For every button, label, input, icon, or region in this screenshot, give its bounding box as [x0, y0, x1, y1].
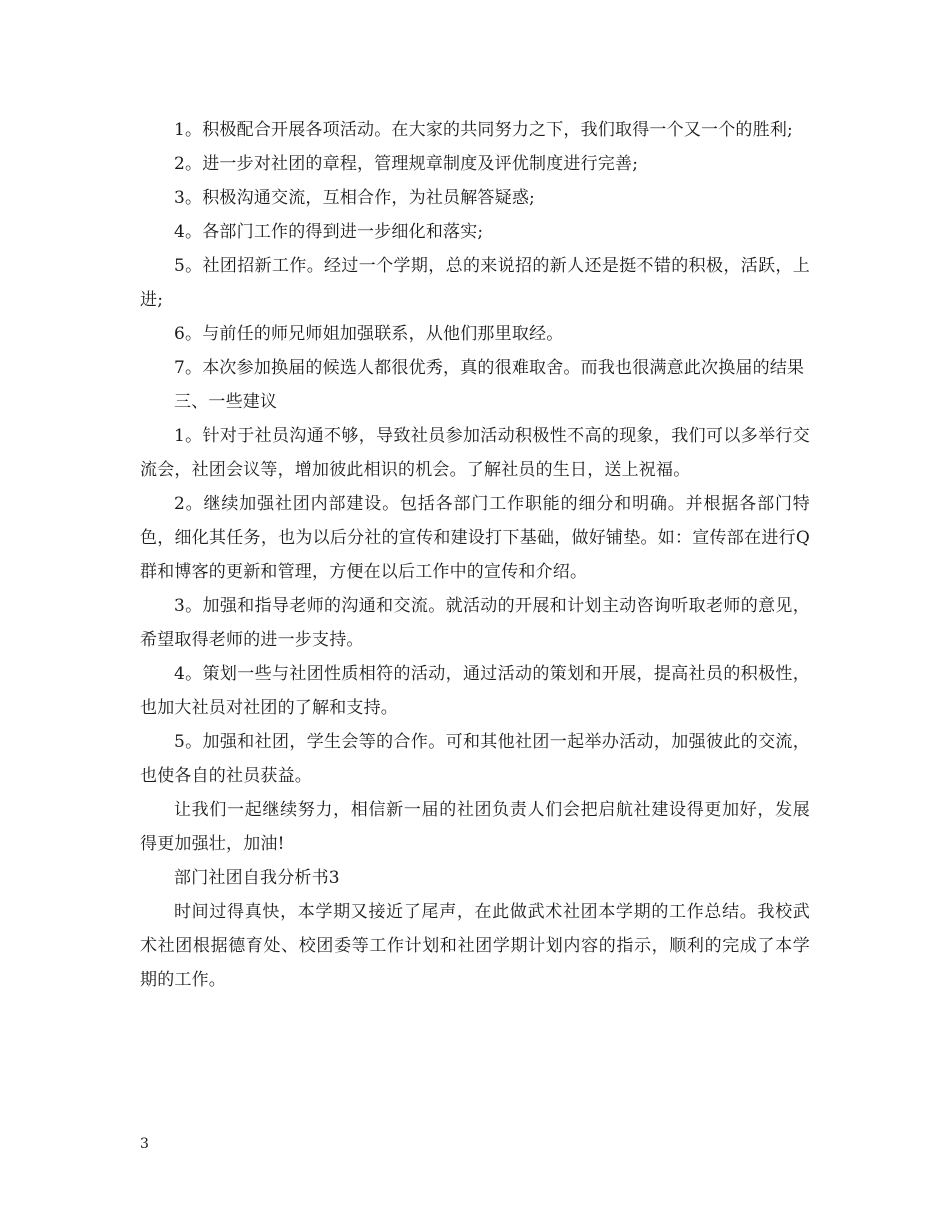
paragraph-achievement-6: 6。与前任的师兄师姐加强联系，从他们那里取经。: [174, 324, 564, 344]
paragraph-closing: 让我们一起继续努力，相信新一届的社团负责人们会把启航社建设得更加好，发展得更加强壮，加油!: [140, 800, 810, 854]
paragraph-achievement-5: 5。社团招新工作。经过一个学期，总的来说招的新人还是挺不错的积极，活跃，上进;: [140, 256, 810, 310]
document-body: [140, 113, 810, 997]
paragraph-intro-analysis-3: 时间过得真快，本学期又接近了尾声，在此做武术社团本学期的工作总结。我校武术社团根据德育处、校团委等工作计划和社团学期计划内容的指示，顺利的完成了本学期的工作。: [140, 902, 810, 990]
page-number: 3: [140, 1136, 149, 1152]
paragraph-achievement-3: 3。积极沟通交流，互相合作，为社员解答疑惑;: [174, 188, 535, 208]
paragraph-suggestion-2: 2。继续加强社团内部建设。包括各部门工作职能的细分和明确。并根据各部门特色，细化其任务，也为以后分社的宣传和建设打下基础，做好铺垫。如：宣传部在进行Q群和博客的更新和管理，方便在以后工作中的宣传和介绍。: [140, 494, 810, 582]
paragraph-suggestion-5: 5。加强和社团，学生会等的合作。可和其他社团一起举办活动，加强彼此的交流，也使各自的社员获益。: [140, 732, 810, 786]
section-title-analysis-3: 部门社团自我分析书3: [174, 868, 340, 888]
paragraph-suggestion-1: 1。针对于社员沟通不够，导致社员参加活动积极性不高的现象，我们可以多举行交流会，社团会议等，增加彼此相识的机会。了解社员的生日，送上祝福。: [140, 426, 810, 480]
paragraph-achievement-7: 7。本次参加换届的候选人都很优秀，真的很难取舍。而我也很满意此次换届的结果: [174, 358, 805, 378]
paragraph-suggestion-3: 3。加强和指导老师的沟通和交流。就活动的开展和计划主动咨询听取老师的意见，希望取得老师的进一步支持。: [140, 596, 810, 650]
section-heading-suggestions: 三、一些建议: [174, 392, 278, 412]
paragraph-suggestion-4: 4。策划一些与社团性质相符的活动，通过活动的策划和开展，提高社员的积极性，也加大社员对社团的了解和支持。: [140, 664, 810, 718]
paragraph-achievement-1: 1。积极配合开展各项活动。在大家的共同努力之下，我们取得一个又一个的胜利;: [174, 120, 793, 140]
paragraph-achievement-4: 4。各部门工作的得到进一步细化和落实;: [174, 222, 484, 242]
paragraph-achievement-2: 2。进一步对社团的章程，管理规章制度及评优制度进行完善;: [174, 154, 639, 174]
